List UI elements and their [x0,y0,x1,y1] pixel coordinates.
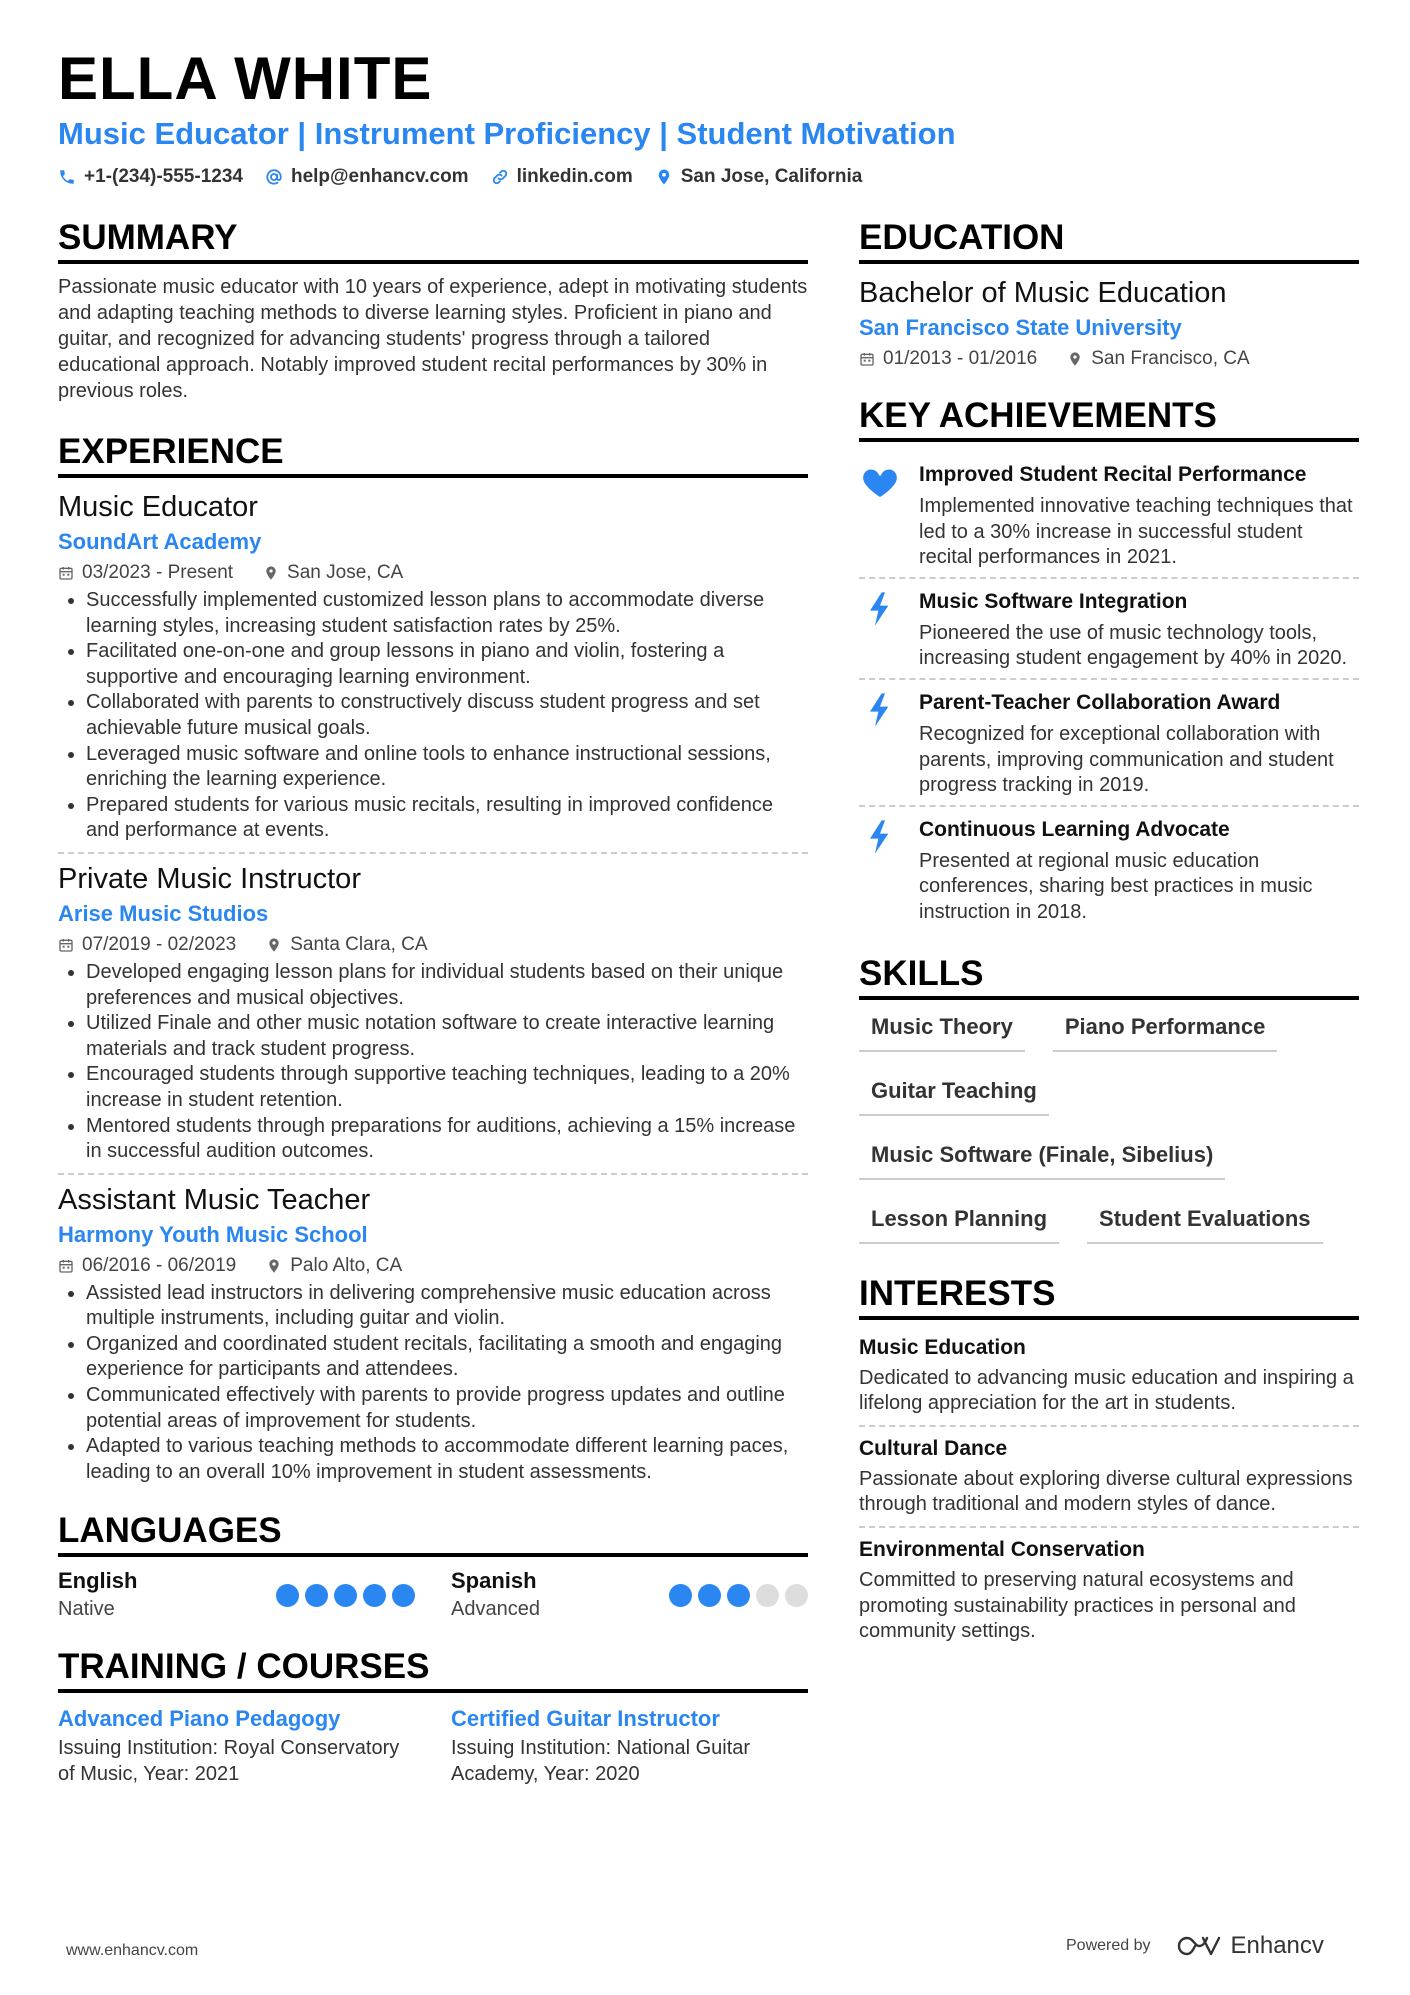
rating-dot-filled [276,1584,299,1607]
job-dates-text: 07/2019 - 02/2023 [82,933,237,955]
training-section [58,1645,808,1787]
job-bullet: • Assisted lead instructors in delivering comprehensive music education across multiple instruments, including guitar and violin. [86,1281,808,1332]
interest-title: Music Education [859,1335,1026,1359]
training-heading: TRAINING / COURSES [58,1645,808,1693]
bolt-icon [860,589,900,629]
job-bullet: • Utilized Finale and other music notation software to create interactive learning materials and track student progress. [86,1011,808,1062]
course-title: Certified Guitar Instructor [451,1706,720,1732]
language-item [58,1567,415,1623]
achievement-title: Parent-Teacher Collaboration Award [919,690,1281,714]
at-icon [265,168,283,186]
rating-dot-empty [785,1584,808,1607]
language-text [58,1567,137,1623]
job-location-text: Palo Alto, CA [290,1254,403,1276]
job-meta [58,1251,808,1281]
job-dates-text: 03/2023 - Present [82,562,234,583]
education-heading: EDUCATION [859,216,1359,264]
job-bullets [58,588,808,844]
skills-section [859,952,1359,1244]
map-pin-icon [1067,351,1083,367]
job-bullet: • Mentored students through preparations for auditions, achieving a 15% increase in successful audition outcomes. [86,1114,808,1165]
skills-list [859,1010,1359,1244]
interest-description: Dedicated to advancing music education and inspiring a lifelong appreciation for the art in students. [859,1366,1354,1415]
job-bullets [58,960,808,1165]
phone-icon [58,168,76,186]
language-rating [276,1584,415,1607]
course-description: Issuing Institution: National Guitar Academy, Year: 2020 [451,1737,751,1786]
brand-logo[interactable] [1175,1932,1324,1960]
language-text [451,1567,540,1623]
rating-dot-filled [669,1584,692,1607]
skill-tag: Student Evaluations [1087,1202,1322,1244]
interest-item [859,1425,1359,1526]
job-location [266,1251,402,1281]
linkedin-text: linkedin.com [516,166,633,187]
education-dates-text: 01/2013 - 01/2016 [883,348,1038,369]
calendar-icon [859,351,875,367]
interest-item [859,1526,1359,1653]
summary-section [58,216,808,404]
job-company: Harmony Youth Music School [58,1221,368,1247]
contact-location [655,166,863,188]
contact-email[interactable] [265,166,469,188]
summary-text: Passionate music educator with 10 years of experience, adept in motivating students and adapting teaching methods to diverse learning styles. Proficient in piano and guitar, and recognized for advancing students' progress through a tailored educational approach. Notably improved student recital performances by 30% in previous roles. [58,276,808,402]
interest-description: Committed to preserving natural ecosystems and promoting sustainability practices in personal and community settings. [859,1568,1296,1643]
job-location [263,558,403,588]
achievement-body [919,688,1359,799]
job-dates-text: 06/2016 - 06/2019 [82,1254,237,1276]
bolt-icon [860,817,900,857]
achievement-title: Music Software Integration [919,589,1188,613]
left-column [58,216,808,1787]
interests-section [859,1272,1359,1653]
achievement-description: Pioneered the use of music technology tools, increasing student engagement by 40% in 2020. [919,621,1348,670]
interest-title: Environmental Conservation [859,1537,1145,1561]
skills-heading: SKILLS [859,952,1359,1000]
job-bullet: • Communicated effectively with parents to provide progress updates and outline potential areas of improvement for students. [86,1383,808,1434]
job-dates [58,930,236,960]
achievement-description: Implemented innovative teaching techniques that led to a 30% increase in successful student recital performances in 2021. [919,495,1353,569]
experience-heading: EXPERIENCE [58,430,808,478]
rating-dot-filled [334,1584,357,1607]
job-bullet: • Organized and coordinated student recitals, facilitating a smooth and engaging experience for participants and attendees. [86,1332,808,1383]
job-title: Assistant Music Teacher [58,1183,371,1216]
education-meta [859,344,1359,374]
achievement-item [859,452,1359,577]
rating-dot-filled [363,1584,386,1607]
summary-heading: SUMMARY [58,216,808,264]
interest-item [859,1330,1359,1425]
contact-bar [58,166,1358,188]
job-bullet: • Encouraged students through supportive teaching techniques, leading to a 20% increase in student retention. [86,1062,808,1113]
job-title: Private Music Instructor [58,862,361,895]
phone-text: +1-(234)-555-1234 [84,166,243,187]
education-degree: Bachelor of Music Education [859,277,1227,309]
heart-icon [860,462,900,502]
course-description: Issuing Institution: Royal Conservatory of Music, Year: 2021 [58,1737,400,1786]
job-location-text: San Jose, CA [287,562,404,583]
skill-tag: Music Software (Finale, Sibelius) [859,1138,1225,1180]
job-bullets [58,1281,808,1486]
languages-section [58,1509,808,1623]
achievement-body [919,815,1359,926]
location-text: San Jose, California [680,166,863,187]
contact-phone[interactable] [58,166,243,188]
job-entry [58,852,808,1173]
achievement-item [859,577,1359,678]
job-meta [58,930,808,960]
job-company: SoundArt Academy [58,529,262,554]
skill-tag: Music Theory [859,1010,1025,1052]
achievement-title: Improved Student Recital Performance [919,463,1307,486]
achievement-icon [859,587,901,672]
skill-tag: Lesson Planning [859,1202,1059,1244]
education-school: San Francisco State University [859,315,1182,340]
achievement-icon [859,688,901,799]
achievement-description: Presented at regional music education conferences, sharing best practices in music instruction in 2018. [919,849,1313,923]
job-meta [58,558,808,588]
map-pin-icon [263,565,279,581]
achievement-icon [859,460,901,571]
courses-list [58,1703,808,1787]
map-pin-icon [266,937,282,953]
interest-title: Cultural Dance [859,1436,1008,1460]
job-bullet: • Adapted to various teaching methods to accommodate different learning paces, leading to an overall 10% improvement in student assessments. [86,1434,808,1485]
job-entry [58,488,808,852]
job-title: Music Educator [58,491,258,523]
job-bullet: • Successfully implemented customized lesson plans to accommodate diverse learning styles, increasing student satisfaction rates by 25%. [86,588,808,639]
language-item [451,1567,808,1623]
course-item [58,1703,415,1787]
job-bullet: • Collaborated with parents to constructively discuss student progress and set achievable future musical goals. [86,690,808,741]
bolt-icon [860,690,900,730]
education-location [1067,344,1249,374]
enhancv-logo-icon [1175,1933,1223,1959]
rating-dot-filled [727,1584,750,1607]
achievement-description: Recognized for exceptional collaboration with parents, improving communication and student progress tracking in 2019. [919,722,1334,797]
language-rating [669,1584,808,1607]
course-title: Advanced Piano Pedagogy [58,1706,341,1732]
job-bullet: • Leveraged music software and online tools to enhance instructional sessions, enriching the learning experience. [86,742,808,793]
calendar-icon [58,1258,74,1274]
skill-tag: Guitar Teaching [859,1074,1049,1116]
job-dates [58,558,233,588]
job-bullet: • Facilitated one-on-one and group lessons in piano and violin, fostering a supportive and encouraging learning environment. [86,639,808,690]
link-icon [491,168,509,186]
education-dates [859,344,1037,374]
job-location-text: Santa Clara, CA [290,933,428,955]
achievement-body [919,587,1359,672]
job-bullet: • Developed engaging lesson plans for individual students based on their unique preferences and musical objectives. [86,960,808,1011]
achievement-icon [859,815,901,926]
achievements-section [859,394,1359,932]
job-location [266,930,427,960]
rating-dot-filled [698,1584,721,1607]
language-level: Advanced [451,1598,540,1621]
email-text: help@enhancv.com [290,166,469,187]
language-level: Native [58,1598,115,1621]
powered-by-label: Powered by [1066,1937,1151,1954]
candidate-headline: Music Educator | Instrument Proficiency | Student Motivation [58,116,956,151]
contact-linkedin[interactable] [491,166,633,188]
footer-branding [1066,1932,1324,1960]
map-pin-icon [266,1258,282,1274]
languages-list [58,1567,808,1623]
interests-heading: INTERESTS [859,1272,1359,1320]
brand-name: Enhancv [1230,1932,1324,1959]
rating-dot-filled [392,1584,415,1607]
achievements-heading: KEY ACHIEVEMENTS [859,394,1359,442]
right-column [859,216,1359,1653]
resume-header [58,44,1358,188]
achievement-body [919,460,1359,571]
achievement-item [859,805,1359,932]
job-dates [58,1251,236,1281]
language-name: Spanish [451,1568,537,1594]
rating-dot-empty [756,1584,779,1607]
job-entry [58,1173,808,1494]
education-location-text: San Francisco, CA [1091,348,1250,369]
languages-heading: LANGUAGES [58,1509,808,1557]
achievement-item [859,678,1359,805]
language-name: English [58,1568,138,1594]
footer-website[interactable]: www.enhancv.com [66,1942,199,1959]
job-company: Arise Music Studios [58,900,269,926]
skill-tag: Piano Performance [1053,1010,1278,1052]
experience-section [58,430,808,1493]
course-item [451,1703,808,1787]
education-section [859,216,1359,374]
map-pin-icon [655,168,673,186]
candidate-name: ELLA WHITE [58,45,433,112]
calendar-icon [58,565,74,581]
achievement-title: Continuous Learning Advocate [919,817,1230,841]
calendar-icon [58,937,74,953]
interest-description: Passionate about exploring diverse cultural expressions through traditional and modern styles of dance. [859,1467,1353,1516]
job-bullet: • Prepared students for various music recitals, resulting in improved confidence and performance at events. [86,793,808,844]
rating-dot-filled [305,1584,328,1607]
